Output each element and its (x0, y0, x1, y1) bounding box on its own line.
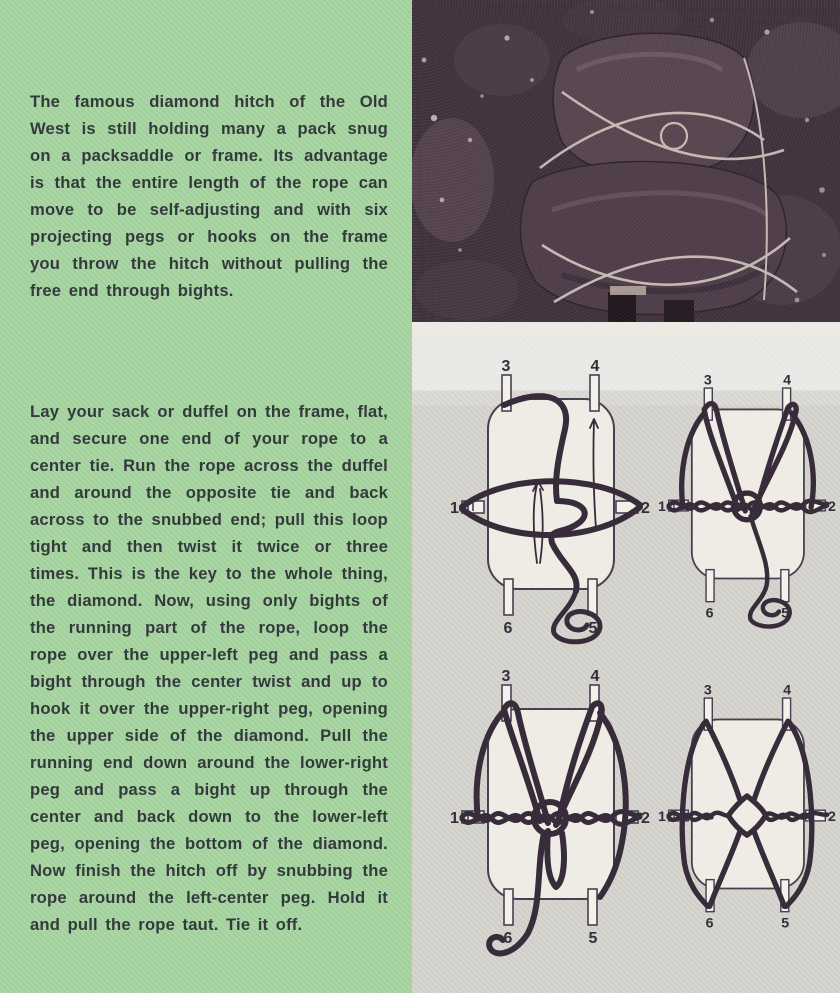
diagram-step-3-art (450, 667, 650, 987)
pack-photo-art (412, 0, 840, 322)
pack-frame (488, 399, 614, 589)
peg-label-2: 2 (641, 810, 650, 827)
diagram-step-1-art (450, 357, 650, 667)
peg-label-5: 5 (588, 620, 598, 637)
peg-label-6: 6 (705, 605, 714, 622)
diagram-panel (412, 335, 840, 993)
diagram-step-2-art (658, 355, 836, 665)
peg-label-4: 4 (783, 372, 792, 389)
peg-label-6: 6 (705, 915, 714, 932)
diagram-step-4-art (658, 665, 836, 975)
pack-photo (412, 0, 840, 322)
text-column (0, 0, 412, 993)
diagram-step-4 (658, 665, 836, 980)
peg-label-3: 3 (703, 682, 712, 699)
peg-label-1: 1 (658, 808, 666, 825)
peg-label-2: 2 (827, 808, 836, 825)
peg-label-5: 5 (588, 930, 598, 947)
peg-bottom-right (588, 579, 597, 615)
peg-label-3: 3 (501, 668, 511, 685)
article-paragraph-2: Lay your sack or duffel on the frame, flat, and secure one end of your rope to a center tie. Run the rope across the duffel and around the opposite tie and back across to the snubbed end; pull this loop tight and then twist it twice or three times. This is the key to the whole thing, the diamond. Now, using only bights of the running part of the rope, loop the rope over the upper-left peg and pass a bight through the center twist and up to hook it over the upper-right peg, opening the upper side of the diamond. Pull the running end down around the lower-right peg and pass a bight up through the center and back down to the lower-left peg, opening the bottom of the diamond. Now finish the hitch off by snubbing the rope around the left-center peg. Hold it and pull the rope taut. Tie it off. (30, 402, 388, 934)
peg-label-3: 3 (501, 358, 511, 375)
peg-bottom-right (588, 889, 597, 925)
peg-label-5: 5 (781, 605, 790, 622)
pack-frame (692, 719, 804, 888)
peg-label-4: 4 (590, 668, 600, 685)
illustration-column (412, 0, 840, 993)
diagram-step-2 (658, 355, 836, 670)
peg-label-1: 1 (450, 500, 459, 517)
diagram-step-1 (450, 357, 650, 672)
diagram-step-3 (450, 667, 650, 992)
peg-top-right (590, 375, 599, 411)
article-paragraph-1: The famous diamond hitch of the Old West is still holding many a pack snug on a packsaddle or frame. Its advantage is that the entire length of the rope can move to be self-adjusting and with six projecting pegs or hooks on the frame you throw the hitch without pulling the free end through bights. (30, 92, 388, 300)
peg-bottom-left (504, 889, 513, 925)
peg-bottom-left (504, 579, 513, 615)
peg-label-6: 6 (503, 930, 513, 947)
peg-bottom-right (781, 570, 789, 602)
peg-label-1: 1 (450, 810, 459, 827)
peg-label-2: 2 (827, 498, 836, 515)
peg-label-2: 2 (641, 500, 650, 517)
peg-label-1: 1 (658, 498, 666, 515)
peg-label-3: 3 (703, 372, 712, 389)
peg-label-4: 4 (783, 682, 792, 699)
panel-divider-strip (412, 322, 840, 335)
peg-bottom-left (706, 570, 714, 602)
peg-label-5: 5 (781, 915, 790, 932)
peg-label-6: 6 (503, 620, 513, 637)
peg-label-4: 4 (590, 358, 600, 375)
